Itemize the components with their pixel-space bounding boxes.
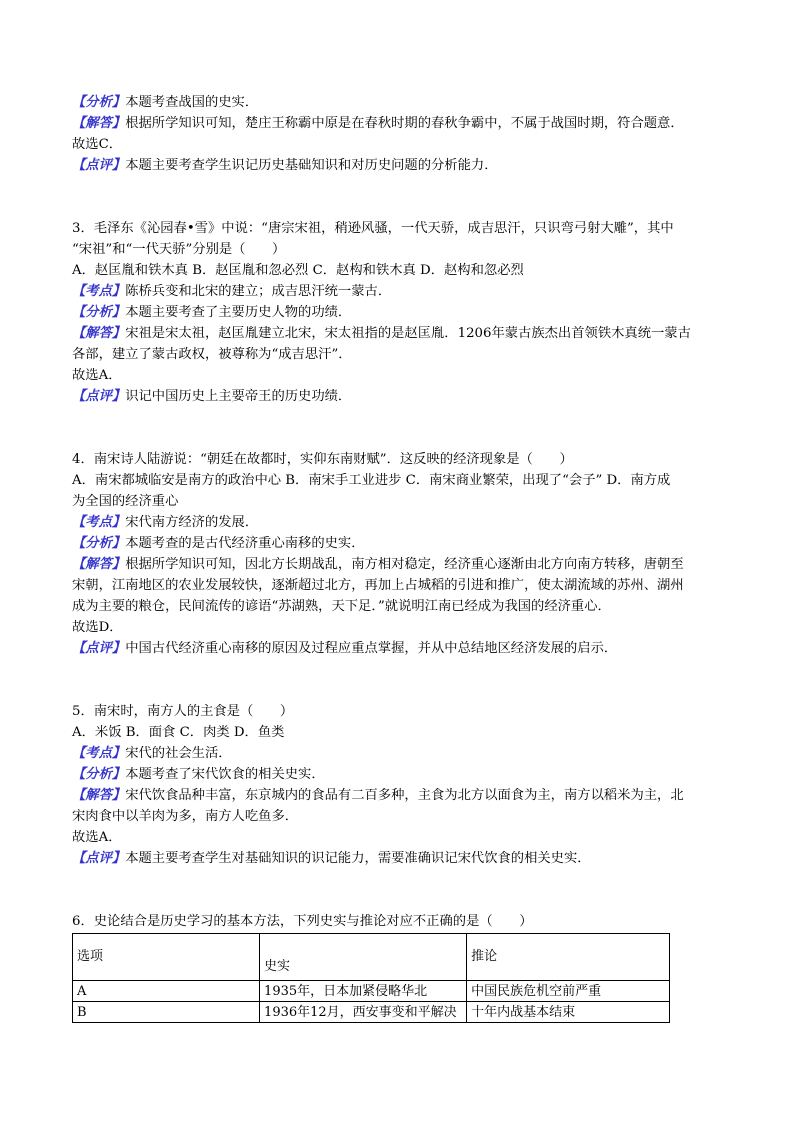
q6-table (72, 933, 670, 1023)
q4-comment (72, 638, 722, 659)
q4-options-line2: 为全国的经济重心 (72, 494, 179, 509)
q5-options: A．米饭 B．面食 C．肉类 D．鱼类 (72, 725, 285, 740)
q4-answer-line1 (72, 554, 722, 575)
q5-keypoint-text: 宋代的社会生活． (125, 746, 232, 761)
q5-answer-line1 (72, 785, 722, 806)
q5-comment-text: 本题主要考查学生对基础知识的识记能力，需要准确识记宋代饮食的相关史实． (125, 851, 591, 866)
table-cell: 十年内战基本结束 (467, 1002, 670, 1023)
q3-answer-line2: 各部，建立了蒙古政权，被尊称为“成吉思汗”． (72, 347, 352, 362)
q6-stem: 6．史论结合是历史学习的基本方法，下列史实与推论对应不正确的是（ ） (72, 914, 533, 929)
table-cell: 中国民族危机空前严重 (467, 981, 670, 1002)
table-cell: B (73, 1002, 260, 1023)
q5-choice: 故选A． (72, 830, 122, 845)
answer-tag: 【解答】 (72, 326, 126, 341)
q4-keypoint-text: 宋代南方经济的发展． (125, 515, 259, 530)
q2-answer-text: 根据所学知识可知，楚庄王称霸中原是在春秋时期的春秋争霸中，不属于战国时期，符合题意． (125, 116, 684, 131)
analysis-tag: 【分析】 (72, 536, 126, 551)
keypoint-tag: 【考点】 (72, 284, 126, 299)
q5-analysis-text: 本题考查了宋代饮食的相关史实． (125, 767, 325, 782)
q3-keypoint (72, 281, 722, 302)
keypoint-tag: 【考点】 (72, 515, 126, 530)
q5-answer-text1: 宋代饮食品种丰富，东京城内的食品有二百多种，主食为北方以面食为主，南方以稻米为主，北 (125, 788, 684, 803)
q2-analysis (72, 92, 722, 113)
q3-answer-text1: 宋祖是宋太祖，赵匡胤建立北宋，宋太祖指的是赵匡胤．1206年蒙古族杰出首领铁木真统一蒙古 (125, 326, 691, 341)
q4-comment-text: 中国古代经济重心南移的原因及过程应重点掌握，并从中总结地区经济发展的启示． (125, 641, 618, 656)
q5-stem: 5．南宋时，南方人的主食是（ ） (72, 704, 294, 719)
q2-answer (72, 113, 722, 134)
q3-stem-line1: 3．毛泽东《沁园春•雪》中说：“唐宗宋祖，稍逊风骚，一代天骄，成吉思汗，只识弯弓射大雕”，其中 (72, 221, 674, 236)
answer-tag: 【解答】 (72, 557, 126, 572)
q3-options: A．赵匡胤和铁木真 B．赵匡胤和忽必烈 C．赵构和铁木真 D．赵构和忽必烈 (72, 263, 524, 278)
q4-analysis-text: 本题考查的是古代经济重心南移的史实． (125, 536, 365, 551)
q2-comment-text: 本题主要考查学生识记历史基础知识和对历史问题的分析能力． (125, 158, 498, 173)
keypoint-tag: 【考点】 (72, 746, 126, 761)
q3-comment (72, 386, 722, 407)
analysis-tag: 【分析】 (72, 767, 126, 782)
q3-analysis-text: 本题主要考查了主要历史人物的功绩． (125, 305, 352, 320)
analysis-tag: 【分析】 (72, 95, 126, 110)
q4-stem: 4．南宋诗人陆游说：“朝廷在故都时，实仰东南财赋”．这反映的经济现象是（ ） (72, 452, 573, 467)
q5-keypoint (72, 743, 722, 764)
comment-tag: 【点评】 (72, 389, 126, 404)
answer-tag: 【解答】 (72, 788, 126, 803)
q4-analysis (72, 533, 722, 554)
q3-choice: 故选A． (72, 368, 122, 383)
q4-answer-text1: 根据所学知识可知，因北方长期战乱，南方相对稳定，经济重心逐渐由北方向南方转移，唐朝至 (125, 557, 684, 572)
document-page (72, 92, 722, 1023)
analysis-tag: 【分析】 (72, 305, 126, 320)
q5-answer-line2: 宋肉食中以羊肉为多，南方人吃鱼多． (72, 809, 299, 824)
q4-answer-line2: 宋朝，江南地区的农业发展较快，逐渐超过北方，再加上占城稻的引进和推广，使太湖流域的苏州、湖州 (72, 578, 684, 593)
q3-analysis (72, 302, 722, 323)
table-header-row (73, 934, 670, 981)
q5-analysis (72, 764, 722, 785)
q2-analysis-text: 本题考查战国的史实． (125, 95, 259, 110)
table-cell: A (73, 981, 260, 1002)
q2-comment (72, 155, 722, 176)
q3-keypoint-text: 陈桥兵变和北宋的建立；成吉思汗统一蒙古． (125, 284, 392, 299)
q5-comment (72, 848, 722, 869)
table-row (73, 1002, 670, 1023)
table-cell: 1935年，日本加紧侵略华北 (260, 981, 467, 1002)
table-header-cell: 选项 (73, 934, 260, 981)
table-header-cell: 推论 (467, 934, 670, 981)
q4-options-line1: A．南宋都城临安是南方的政治中心 B．南宋手工业进步 C．南宋商业繁荣，出现了“会子” D．南方成 (72, 473, 671, 488)
table-row (73, 981, 670, 1002)
q4-keypoint (72, 512, 722, 533)
table-cell: 1936年12月，西安事变和平解决 (260, 1002, 467, 1023)
q4-choice: 故选D． (72, 620, 123, 635)
q3-stem-line2: “宋祖”和“一代天骄”分别是（ ） (72, 242, 286, 257)
comment-tag: 【点评】 (72, 158, 126, 173)
comment-tag: 【点评】 (72, 641, 126, 656)
table-header-cell: 史实 (260, 934, 467, 981)
answer-tag: 【解答】 (72, 116, 126, 131)
comment-tag: 【点评】 (72, 851, 126, 866)
q2-choice: 故选C． (72, 137, 123, 152)
q3-answer-line1 (72, 323, 722, 344)
q4-answer-line3: 成为主要的粮仓，民间流传的谚语“苏湖熟，天下足．”就说明江南已经成为我国的经济重心． (72, 599, 611, 614)
q3-comment-text: 识记中国历史上主要帝王的历史功绩． (125, 389, 352, 404)
